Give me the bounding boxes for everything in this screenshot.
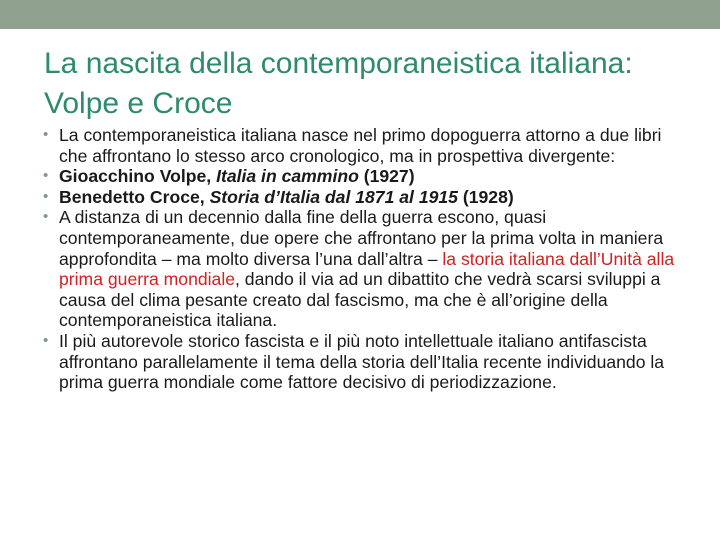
top-accent-bar [0, 0, 720, 29]
bullet-text-after: , dando il via ad un dibattito che vedrà scarsi sviluppi a causa del clima pesante creato dal fascismo, ma che è all’origine della contemporaneistica italiana. [59, 269, 661, 331]
bullet-dot-icon: • [43, 126, 49, 143]
bullet-dot-icon: • [43, 208, 49, 226]
highlighted-text: la storia italiana dall’Unità alla prima guerra mondiale [59, 248, 675, 290]
bullet-dot-icon: • [43, 331, 49, 349]
bullet-text-before: A distanza di un decennio dalla fine della guerra escono, quasi contemporaneamente, due opere che affrontano per la prima volta in maniera approfondita – ma molto diversa l’una dall’altra – [59, 207, 664, 269]
book-title: Italia in cammino [216, 166, 359, 187]
publication-year: (1928) [462, 186, 514, 207]
bullet-item-decade [43, 207, 693, 331]
bullet-item-volpe [43, 166, 693, 187]
publication-year: (1927) [363, 166, 415, 187]
slide-title: La nascita della contemporaneistica italiana: Volpe e Croce [44, 47, 633, 120]
bullet-item-intro [43, 125, 693, 166]
bullet-item-historians [43, 331, 693, 393]
author-name: Gioacchino Volpe, [59, 166, 212, 187]
bullet-item-croce [43, 187, 693, 208]
bullet-dot-icon: • [43, 167, 49, 185]
bullet-dot-icon: • [43, 187, 49, 205]
bullet-text: La contemporaneistica italiana nasce nel primo dopoguerra attorno a due libri che affrontano lo stesso arco cronologico, ma in prospettiva divergente: [59, 125, 662, 166]
bullet-list [43, 125, 693, 393]
author-name: Benedetto Croce, [59, 186, 205, 207]
bullet-text: Il più autorevole storico fascista e il più noto intellettuale italiano antifascista affrontano parallelamente il tema della storia dell’Italia recente individuando la prima guerra mondiale come fattore decisivo di periodizzazione. [59, 330, 665, 393]
book-title: Storia d’Italia dal 1871 al 1915 [209, 186, 458, 207]
